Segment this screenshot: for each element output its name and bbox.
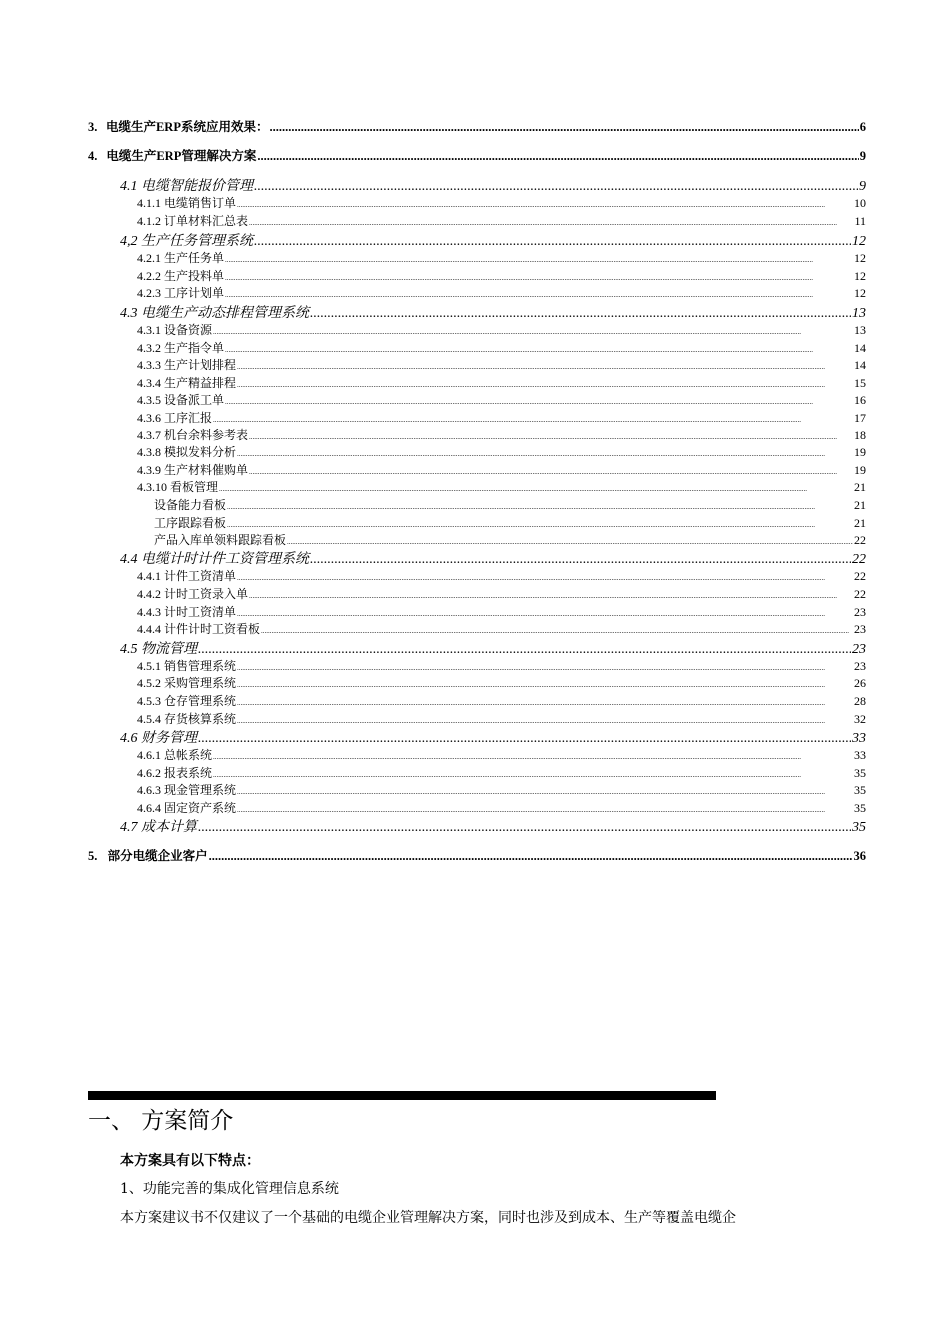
toc-dot-leader bbox=[225, 393, 853, 408]
toc-entry-label: 4.3.10 看板管理 bbox=[137, 480, 219, 494]
toc-dot-leader bbox=[225, 286, 853, 301]
toc-entry-label: 4.3.9 生产材料催购单 bbox=[137, 463, 249, 477]
toc-entry[interactable] bbox=[137, 674, 866, 691]
toc-dot-leader bbox=[237, 676, 853, 691]
toc-entry-label: 4.3.1 设备资源 bbox=[137, 323, 213, 337]
feature-point-1: 1、功能完善的集成化管理信息系统 bbox=[120, 1181, 339, 1197]
toc-entry[interactable] bbox=[120, 548, 866, 568]
toc-dot-leader bbox=[219, 480, 853, 495]
toc-entry-page: 9 bbox=[859, 179, 866, 194]
toc-entry-label: 4.1.1 电缆销售订单 bbox=[137, 196, 237, 210]
toc-dot-leader bbox=[225, 251, 853, 266]
toc-entry-label: 工序跟踪看板 bbox=[154, 516, 227, 530]
toc-entry[interactable] bbox=[137, 426, 866, 443]
toc-entry-label: 4.4 电缆计时计件工资管理系统 bbox=[120, 552, 309, 567]
toc-dot-leader bbox=[213, 323, 853, 338]
toc-entry-label: 4.2.1 生产任务单 bbox=[137, 251, 225, 265]
toc-entry-page: 11 bbox=[854, 214, 866, 228]
toc-entry-page: 21 bbox=[854, 516, 866, 530]
toc-entry-label: 部分电缆企业客户 bbox=[107, 849, 208, 863]
toc-entry-label: 电缆生产ERP系统应用效果： bbox=[105, 120, 269, 134]
toc-entry-label: 4.6.4 固定资产系统 bbox=[137, 801, 237, 815]
features-intro: 本方案具有以下特点： bbox=[120, 1153, 260, 1169]
section-divider-bar bbox=[88, 1091, 716, 1100]
toc-entry[interactable] bbox=[120, 175, 866, 195]
toc-dot-leader bbox=[257, 149, 858, 164]
toc-entry-label: 4.6.2 报表系统 bbox=[137, 766, 213, 780]
toc-entry-label: 电缆生产ERP管理解决方案 bbox=[106, 149, 257, 163]
toc-entry[interactable] bbox=[88, 117, 866, 135]
toc-entry[interactable] bbox=[137, 461, 866, 478]
toc-entry-page: 12 bbox=[854, 269, 866, 283]
toc-entry[interactable] bbox=[137, 391, 866, 408]
toc-entry[interactable] bbox=[88, 146, 866, 164]
toc-entry-label: 4.3.6 工序汇报 bbox=[137, 411, 213, 425]
toc-entry[interactable] bbox=[137, 746, 866, 763]
toc-entry-page: 6 bbox=[859, 120, 866, 134]
toc-entry-label: 设备能力看板 bbox=[154, 498, 227, 512]
toc-entry[interactable] bbox=[120, 727, 866, 747]
toc-entry-page: 23 bbox=[854, 605, 866, 619]
toc-entry-number: 3. bbox=[88, 120, 98, 134]
toc-entry[interactable] bbox=[88, 846, 866, 864]
toc-entry[interactable] bbox=[137, 585, 866, 602]
toc-dot-leader bbox=[213, 411, 853, 426]
toc-entry-label: 产品入库单领料跟踪看板 bbox=[154, 533, 287, 547]
toc-dot-leader bbox=[213, 748, 853, 763]
toc-dot-leader bbox=[237, 783, 853, 798]
toc-entry-label: 4.6 财务管理 bbox=[120, 731, 197, 746]
toc-entry[interactable] bbox=[137, 194, 866, 211]
toc-entry-page: 13 bbox=[854, 323, 866, 337]
toc-entry-page: 35 bbox=[854, 766, 866, 780]
toc-entry-label: 4.3.3 生产计划排程 bbox=[137, 358, 237, 372]
toc-entry-page: 22 bbox=[854, 587, 866, 601]
toc-entry-number: 5. bbox=[88, 849, 98, 863]
toc-entry[interactable] bbox=[137, 478, 866, 495]
toc-dot-leader bbox=[249, 587, 853, 602]
toc-entry-page: 22 bbox=[854, 533, 866, 547]
toc-entry-page: 9 bbox=[859, 149, 866, 163]
toc-entry-label: 4.4.4 计件计时工资看板 bbox=[137, 622, 261, 636]
toc-entry-label: 4.1 电缆智能报价管理 bbox=[120, 179, 253, 194]
toc-dot-leader bbox=[198, 731, 851, 747]
toc-entry[interactable] bbox=[137, 657, 866, 674]
toc-entry-label: 4.4.1 计件工资清单 bbox=[137, 569, 237, 583]
toc-entry-page: 19 bbox=[854, 445, 866, 459]
body-paragraph: 本方案建议书不仅建议了一个基础的电缆企业管理解决方案，同时也涉及到成本、生产等覆盖电缆企 bbox=[120, 1210, 736, 1226]
toc-entry[interactable] bbox=[154, 496, 866, 513]
toc-entry-page: 19 bbox=[854, 463, 866, 477]
toc-entry-page: 10 bbox=[854, 196, 866, 210]
toc-dot-leader bbox=[237, 358, 853, 373]
toc-dot-leader bbox=[287, 533, 853, 548]
toc-entry-label: 4.5 物流管理 bbox=[120, 642, 197, 657]
toc-entry-page: 35 bbox=[854, 801, 866, 815]
toc-dot-leader bbox=[198, 642, 851, 658]
toc-dot-leader bbox=[209, 849, 853, 864]
toc-entry[interactable] bbox=[137, 567, 866, 584]
toc-dot-leader bbox=[225, 341, 853, 356]
toc-entry[interactable] bbox=[137, 374, 866, 391]
toc-dot-leader bbox=[198, 820, 851, 836]
toc-dot-leader bbox=[261, 622, 853, 637]
toc-entry[interactable] bbox=[137, 710, 866, 727]
toc-entry[interactable] bbox=[137, 321, 866, 338]
section-heading: 一、 方案简介 bbox=[88, 1108, 234, 1134]
toc-entry-label: 4.5.4 存货核算系统 bbox=[137, 712, 237, 726]
toc-dot-leader bbox=[237, 569, 853, 584]
toc-entry-page: 16 bbox=[854, 393, 866, 407]
toc-entry-label: 4.4.3 计时工资清单 bbox=[137, 605, 237, 619]
toc-dot-leader bbox=[310, 552, 851, 568]
toc-entry[interactable] bbox=[137, 603, 866, 620]
toc-dot-leader bbox=[227, 498, 853, 513]
toc-dot-leader bbox=[237, 376, 853, 391]
toc-entry[interactable] bbox=[137, 284, 866, 301]
toc-entry-page: 26 bbox=[854, 676, 866, 690]
toc-dot-leader bbox=[237, 712, 853, 727]
toc-entry-page: 28 bbox=[854, 694, 866, 708]
toc-entry-page: 22 bbox=[852, 552, 866, 567]
toc-dot-leader bbox=[213, 766, 853, 781]
toc-dot-leader bbox=[225, 269, 853, 284]
toc-entry[interactable] bbox=[137, 443, 866, 460]
toc-entry-label: 4.3.4 生产精益排程 bbox=[137, 376, 237, 390]
toc-dot-leader bbox=[237, 605, 853, 620]
toc-entry-page: 23 bbox=[854, 659, 866, 673]
toc-dot-leader bbox=[269, 120, 858, 135]
toc-entry-label: 4.3.8 模拟发料分析 bbox=[137, 445, 237, 459]
toc-dot-leader bbox=[310, 306, 851, 322]
toc-entry-label: 4.3 电缆生产动态排程管理系统 bbox=[120, 306, 309, 321]
toc-dot-leader bbox=[227, 516, 853, 531]
toc-entry[interactable] bbox=[120, 302, 866, 322]
toc-entry-label: 4,2 生产任务管理系统 bbox=[120, 234, 253, 249]
toc-entry[interactable] bbox=[137, 764, 866, 781]
toc-entry-page: 15 bbox=[854, 376, 866, 390]
toc-entry-page: 22 bbox=[854, 569, 866, 583]
toc-entry[interactable] bbox=[137, 212, 866, 229]
toc-entry-page: 32 bbox=[854, 712, 866, 726]
toc-entry-label: 4.3.2 生产指令单 bbox=[137, 341, 225, 355]
toc-entry[interactable] bbox=[137, 692, 866, 709]
toc-dot-leader bbox=[237, 694, 853, 709]
toc-entry[interactable] bbox=[137, 339, 866, 356]
toc-entry-label: 4.2.3 工序计划单 bbox=[137, 286, 225, 300]
toc-dot-leader bbox=[237, 196, 853, 211]
toc-dot-leader bbox=[237, 801, 853, 816]
toc-entry[interactable] bbox=[137, 620, 866, 637]
toc-entry-page: 21 bbox=[854, 480, 866, 494]
toc-entry-label: 4.6.3 现金管理系统 bbox=[137, 783, 237, 797]
toc-entry-page: 18 bbox=[854, 428, 866, 442]
toc-entry[interactable] bbox=[120, 816, 866, 836]
toc-entry-page: 14 bbox=[854, 341, 866, 355]
toc-entry-number: 4. bbox=[88, 149, 98, 163]
toc-entry[interactable] bbox=[154, 514, 866, 531]
toc-entry[interactable] bbox=[137, 409, 866, 426]
toc-dot-leader bbox=[237, 445, 853, 460]
toc-entry-page: 21 bbox=[854, 498, 866, 512]
toc-dot-leader bbox=[254, 234, 851, 250]
toc-entry-label: 4.6.1 总帐系统 bbox=[137, 748, 213, 762]
toc-entry-page: 33 bbox=[854, 748, 866, 762]
toc-entry-label: 4.5.2 采购管理系统 bbox=[137, 676, 237, 690]
toc-entry-page: 12 bbox=[852, 234, 866, 249]
toc-entry-label: 4.4.2 计时工资录入单 bbox=[137, 587, 249, 601]
toc-entry-label: 4.2.2 生产投料单 bbox=[137, 269, 225, 283]
toc-entry-label: 4.3.5 设备派工单 bbox=[137, 393, 225, 407]
toc-entry[interactable] bbox=[120, 638, 866, 658]
toc-entry-page: 35 bbox=[854, 783, 866, 797]
toc-entry[interactable] bbox=[120, 230, 866, 250]
toc-entry-page: 35 bbox=[852, 820, 866, 835]
toc-entry-page: 12 bbox=[854, 251, 866, 265]
toc-entry-page: 12 bbox=[854, 286, 866, 300]
toc-entry-label: 4.1.2 订单材料汇总表 bbox=[137, 214, 249, 228]
toc-entry-label: 4.3.7 机台余料参考表 bbox=[137, 428, 249, 442]
toc-dot-leader bbox=[254, 179, 858, 195]
toc-dot-leader bbox=[249, 214, 853, 229]
toc-entry[interactable] bbox=[137, 799, 866, 816]
toc-entry-page: 23 bbox=[852, 642, 866, 657]
toc-entry-page: 36 bbox=[853, 849, 866, 863]
toc-entry-label: 4.7 成本计算 bbox=[120, 820, 197, 835]
toc-entry-page: 17 bbox=[854, 411, 866, 425]
toc-entry[interactable] bbox=[137, 781, 866, 798]
toc-entry-page: 23 bbox=[854, 622, 866, 636]
toc-entry-page: 13 bbox=[852, 306, 866, 321]
toc-entry[interactable] bbox=[154, 531, 866, 548]
toc-dot-leader bbox=[249, 463, 853, 478]
toc-dot-leader bbox=[249, 428, 853, 443]
toc-entry-label: 4.5.1 销售管理系统 bbox=[137, 659, 237, 673]
toc-entry-page: 33 bbox=[852, 731, 866, 746]
toc-entry[interactable] bbox=[137, 356, 866, 373]
toc-entry-label: 4.5.3 仓存管理系统 bbox=[137, 694, 237, 708]
toc-entry-page: 14 bbox=[854, 358, 866, 372]
toc-entry[interactable] bbox=[137, 267, 866, 284]
toc-dot-leader bbox=[237, 659, 853, 674]
toc-entry[interactable] bbox=[137, 249, 866, 266]
